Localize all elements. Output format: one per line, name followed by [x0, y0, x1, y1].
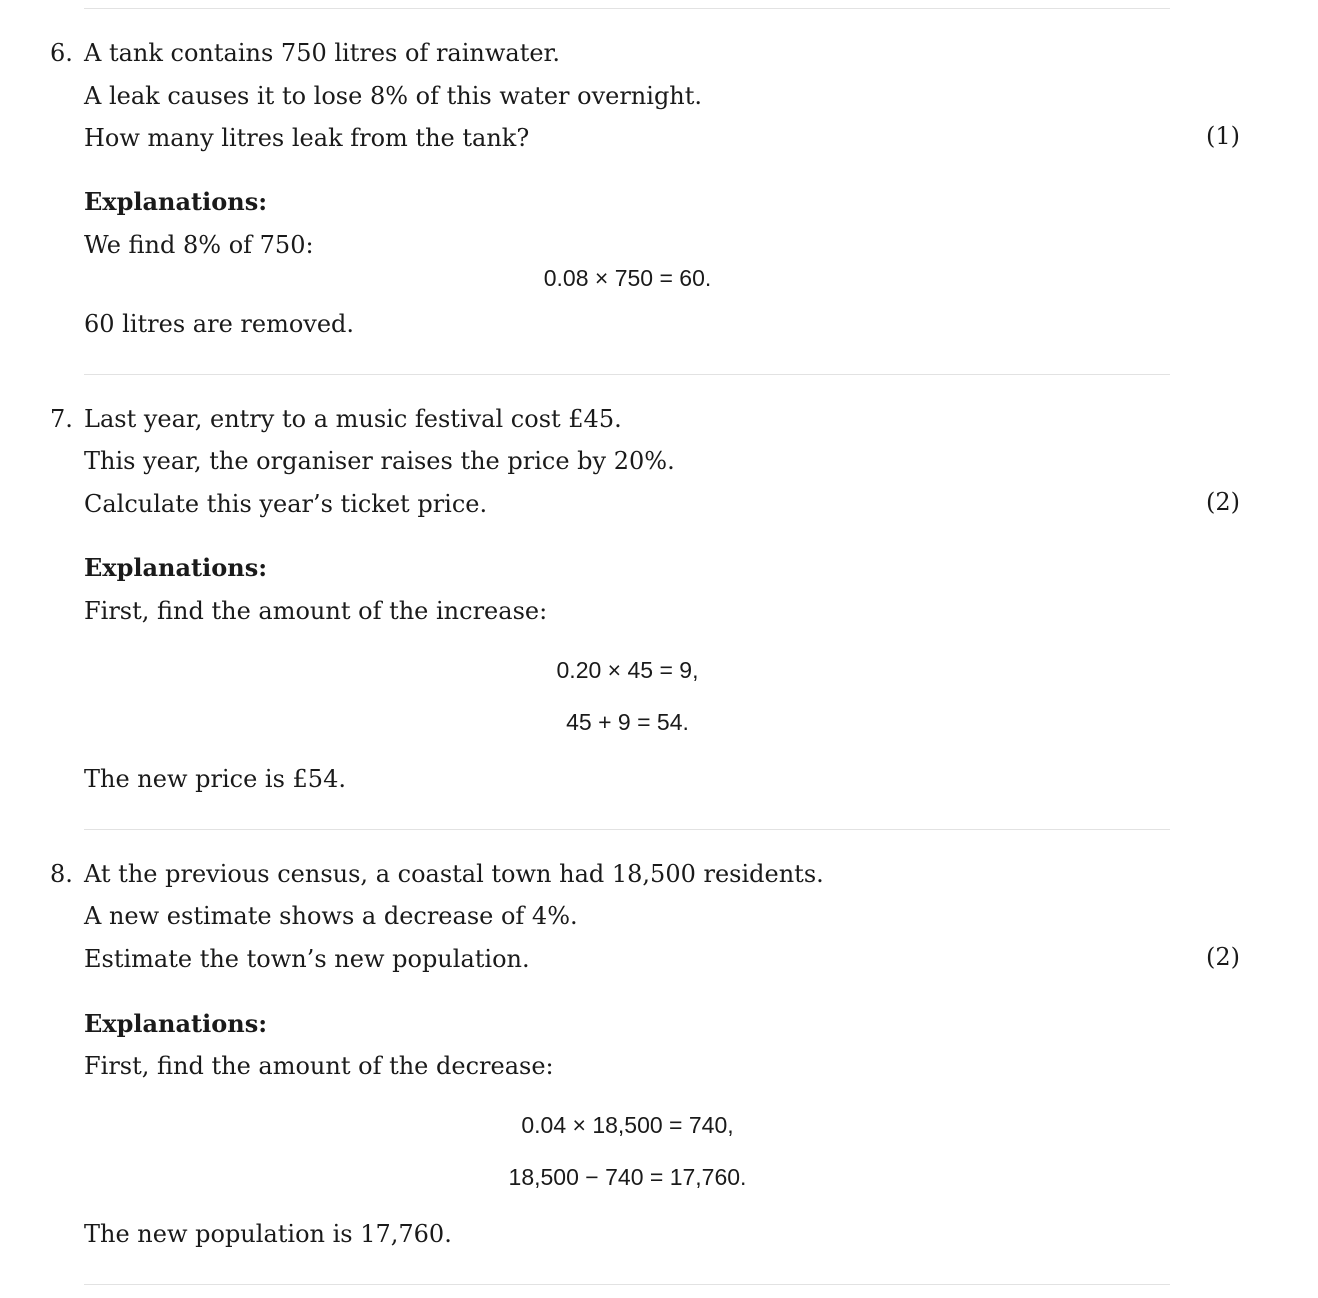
divider: [84, 374, 1170, 375]
question-line: A leak causes it to lose 8% of this water overnight.: [84, 82, 703, 110]
question-line: This year, the organiser raises the price by 20%.: [84, 447, 675, 475]
question-line: Estimate the town’s new population.: [84, 945, 530, 973]
question-line: Calculate this year’s ticket price.: [84, 490, 488, 518]
question-line: Last year, entry to a music festival cost £45.: [84, 405, 622, 433]
divider: [84, 829, 1170, 830]
marks-label: (1): [1206, 122, 1240, 150]
explanation-heading: Explanations:: [84, 553, 268, 582]
equation: 18,500 − 740 = 17,760.: [508, 1164, 747, 1190]
equation: 0.08 × 750 = 60.: [543, 265, 712, 291]
question-number: 6.: [50, 39, 73, 67]
question-line: How many litres leak from the tank?: [84, 124, 530, 152]
equation: 45 + 9 = 54.: [566, 709, 689, 735]
question-line: A tank contains 750 litres of rainwater.: [84, 39, 561, 67]
marks-label: (2): [1206, 943, 1240, 971]
equation: 0.04 × 18,500 = 740,: [521, 1112, 734, 1138]
explanation-heading: Explanations:: [84, 1009, 268, 1038]
question-number: 7.: [50, 405, 73, 433]
divider: [84, 8, 1170, 9]
explanation-text: First, find the amount of the decrease:: [84, 1052, 554, 1080]
question-line: At the previous census, a coastal town had 18,500 residents.: [84, 860, 824, 888]
explanation-text: First, find the amount of the increase:: [84, 597, 548, 625]
equation: 0.20 × 45 = 9,: [556, 657, 699, 683]
marks-label: (2): [1206, 488, 1240, 516]
question-number: 8.: [50, 860, 73, 888]
question-line: A new estimate shows a decrease of 4%.: [84, 902, 578, 930]
explanation-conclusion: The new population is 17,760.: [84, 1220, 452, 1248]
explanation-conclusion: The new price is £54.: [84, 765, 346, 793]
explanation-text: We find 8% of 750:: [84, 231, 314, 259]
explanation-conclusion: 60 litres are removed.: [84, 310, 355, 338]
divider: [84, 1284, 1170, 1285]
explanation-heading: Explanations:: [84, 187, 268, 216]
